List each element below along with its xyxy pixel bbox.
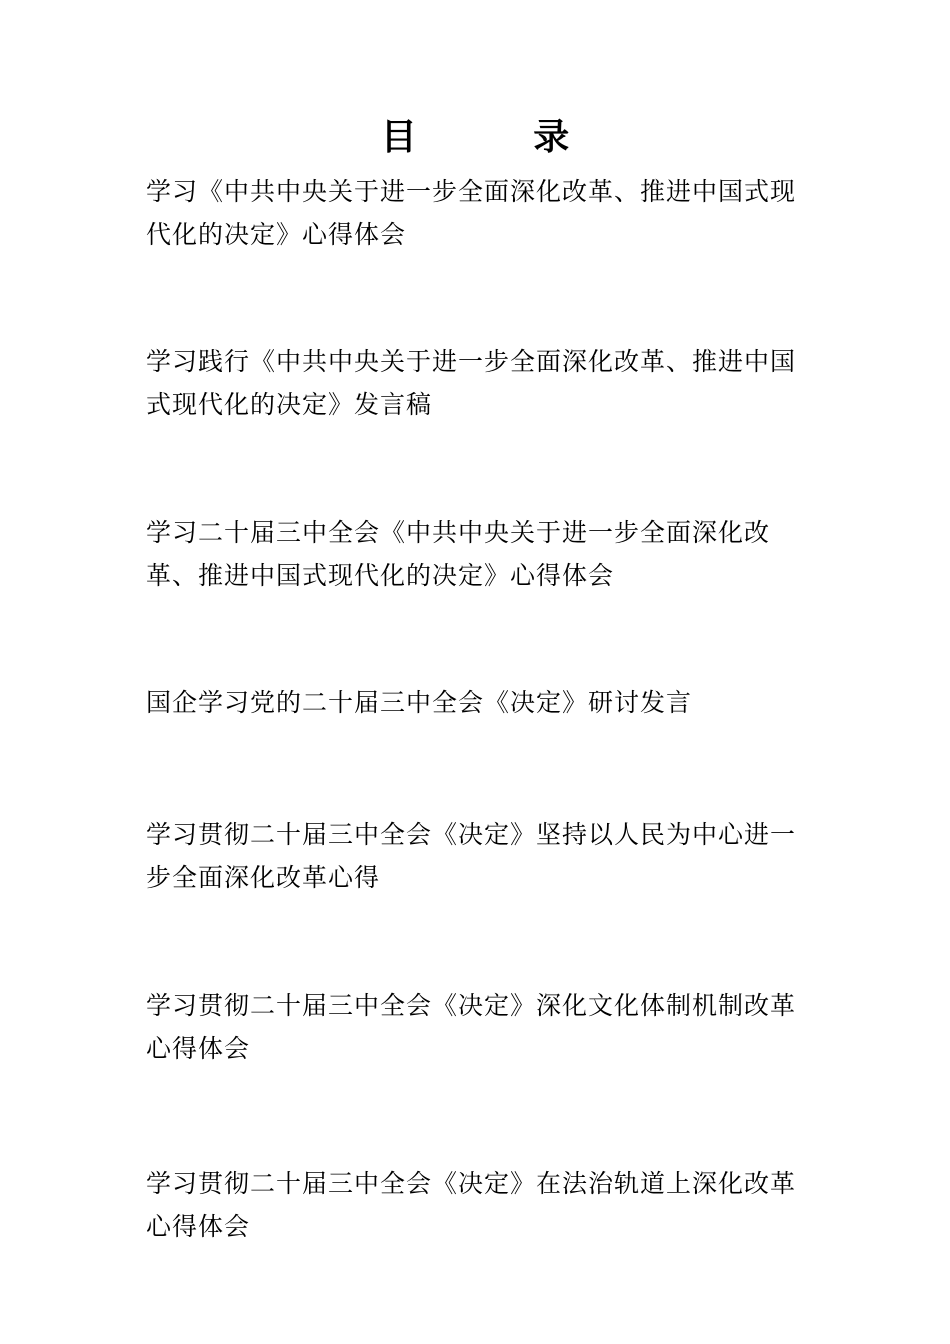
toc-entry-2: 学习践行《中共中央关于进一步全面深化改革、推进中国式现代化的决定》发言稿 — [146, 347, 797, 419]
toc-entry-1: 学习《中共中央关于进一步全面深化改革、推进中国式现代化的决定》心得体会 — [146, 177, 797, 249]
toc-entry-3: 学习二十届三中全会《中共中央关于进一步全面深化改革、推进中国式现代化的决定》心得体会 — [146, 518, 771, 590]
toc-entry-7: 学习贯彻二十届三中全会《决定》在法治轨道上深化改革心得体会 — [146, 1169, 797, 1241]
toc-title: 目 录 — [380, 117, 622, 158]
toc-entry-4: 国企学习党的二十届三中全会《决定》研讨发言 — [146, 688, 693, 717]
toc-entry-5: 学习贯彻二十届三中全会《决定》坚持以人民为中心进一步全面深化改革心得 — [146, 820, 797, 892]
toc-entry-6: 学习贯彻二十届三中全会《决定》深化文化体制机制改革心得体会 — [146, 991, 797, 1063]
